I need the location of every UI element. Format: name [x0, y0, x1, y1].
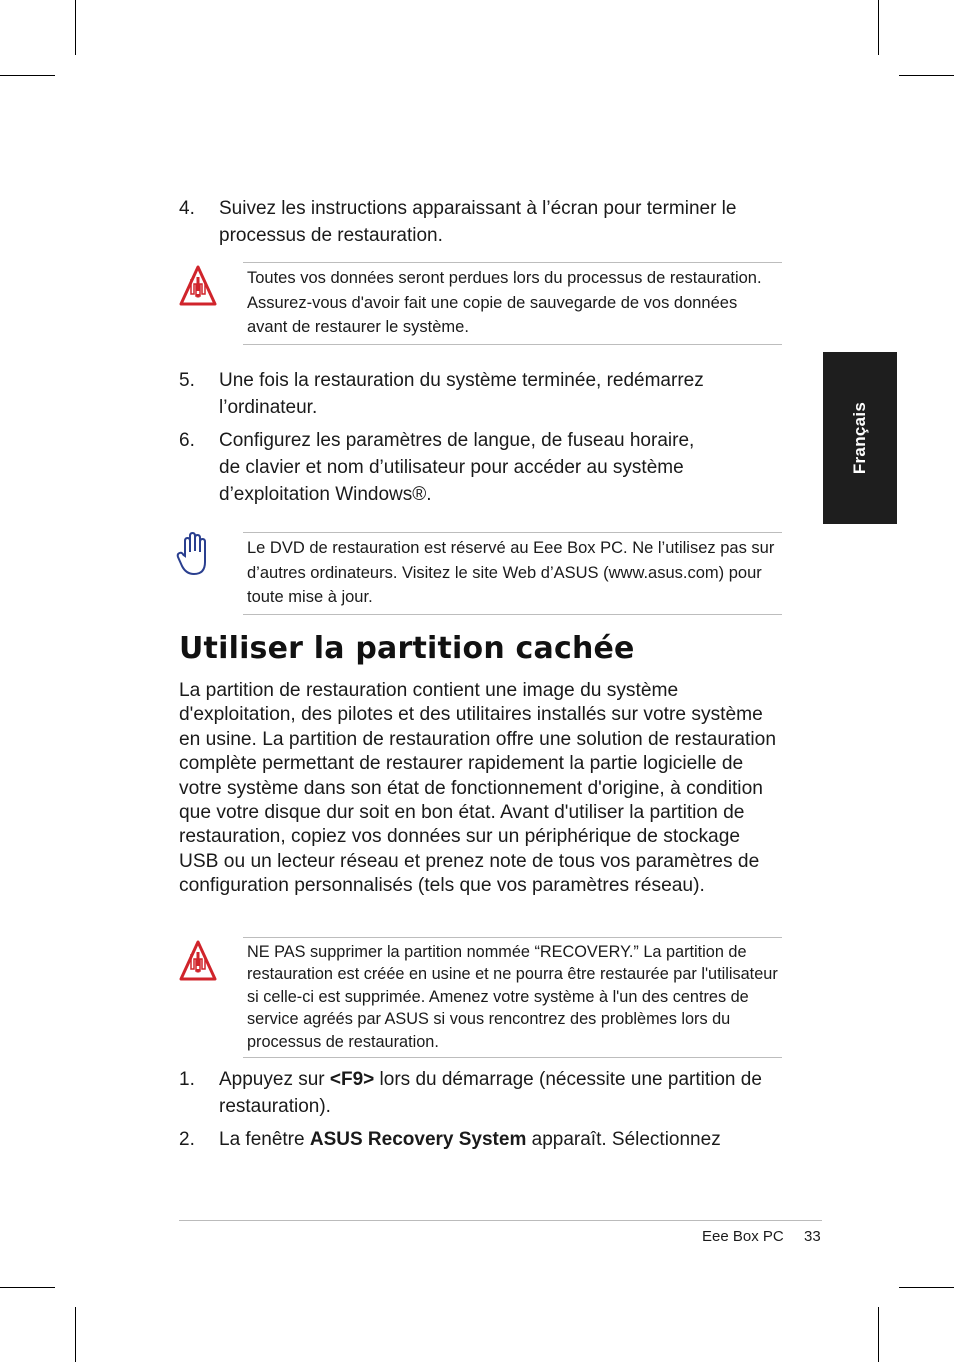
info-note-text: Le DVD de restauration est réservé au Eee Box PC. Ne l’utilisez pas sur d’autres ordinateurs. Visitez le site Web d’ASUS (www.asus.com) pour toute mise à jour. — [247, 539, 775, 606]
crop-mark — [75, 0, 76, 55]
hand-icon — [176, 530, 212, 578]
step-text — [219, 1126, 769, 1153]
step-text-part: La fenêtre — [219, 1129, 310, 1150]
section-title: Utiliser la partition cachée — [179, 631, 635, 666]
crop-mark — [878, 0, 879, 55]
footer-rule — [179, 1220, 822, 1221]
step-number: 1. — [179, 1069, 195, 1090]
step-2 — [179, 1126, 779, 1153]
crop-mark — [878, 1307, 879, 1362]
step-number: 5. — [179, 370, 195, 391]
crop-mark — [75, 1307, 76, 1362]
step-text: Suivez les instructions apparaissant à l’écran pour terminer le processus de restauration. — [219, 198, 737, 246]
footer-product: Eee Box PC — [702, 1228, 784, 1245]
warning-triangle-icon — [178, 939, 218, 987]
step-text: Une fois la restauration du système terminée, redémarrez l’ordinateur. — [219, 370, 704, 418]
page-number: 33 — [804, 1228, 821, 1245]
step-6 — [179, 427, 779, 508]
section-paragraph: La partition de restauration contient une image du système d'exploitation, des pilotes et des utilitaires installés sur votre système en usine. La partition de restauration offre une solution de restauration complète permettant de restaurer rapidement la partie logicielle de votre système dans son état de fonctionnement d'origine, à condition que votre disque dur soit en bon état. Avant d'utiliser la partition de restauration, copiez vos données sur un périphérique de stockage USB ou un lecteur réseau et prenez note de tous vos paramètres de configuration personnalisés (tels que vos paramètres réseau). — [179, 680, 776, 897]
step-number: 2. — [179, 1129, 195, 1150]
warning-note — [243, 262, 782, 345]
language-tab — [823, 352, 897, 524]
step-number: 4. — [179, 198, 195, 219]
warning-note-text: Toutes vos données seront perdues lors du processus de restauration. Assurez-vous d'avoir fait une copie de sauvegarde de vos données avant de restaurer le système. — [247, 269, 762, 336]
step-text-part: Appuyez sur — [219, 1069, 330, 1090]
warning-note-text: NE PAS supprimer la partition nommée “RECOVERY.” La partition de restauration est créée en usine et ne pourra être restaurée par l'utilisateur si celle-ci est supprimée. Amenez votre système à l'un des centres de service agréés par ASUS si vous rencontrez des problèmes lors du processus de restauration. — [247, 943, 778, 1051]
step-text-part: apparaît. Sélectionnez — [526, 1129, 721, 1150]
step-4 — [179, 195, 779, 249]
info-note — [243, 532, 782, 615]
step-5 — [179, 367, 779, 421]
crop-mark — [0, 1287, 55, 1288]
step-1 — [179, 1066, 779, 1120]
language-tab-label: Français — [850, 401, 869, 475]
step-text-part: lors du démarrage (nécessite une partition de restauration). — [219, 1069, 762, 1117]
step-number: 6. — [179, 430, 195, 451]
crop-mark — [899, 1287, 954, 1288]
crop-mark — [0, 75, 55, 76]
step-text: Configurez les paramètres de langue, de fuseau horaire, de clavier et nom d’utilisateur pour accéder au système d’exploitation Windows®. — [219, 430, 695, 505]
warning-triangle-icon — [178, 264, 218, 312]
warning-note — [243, 937, 782, 1058]
step-text — [219, 1066, 769, 1120]
key-label: <F9> — [329, 1069, 375, 1090]
crop-mark — [899, 75, 954, 76]
window-name: ASUS Recovery System — [309, 1129, 527, 1150]
